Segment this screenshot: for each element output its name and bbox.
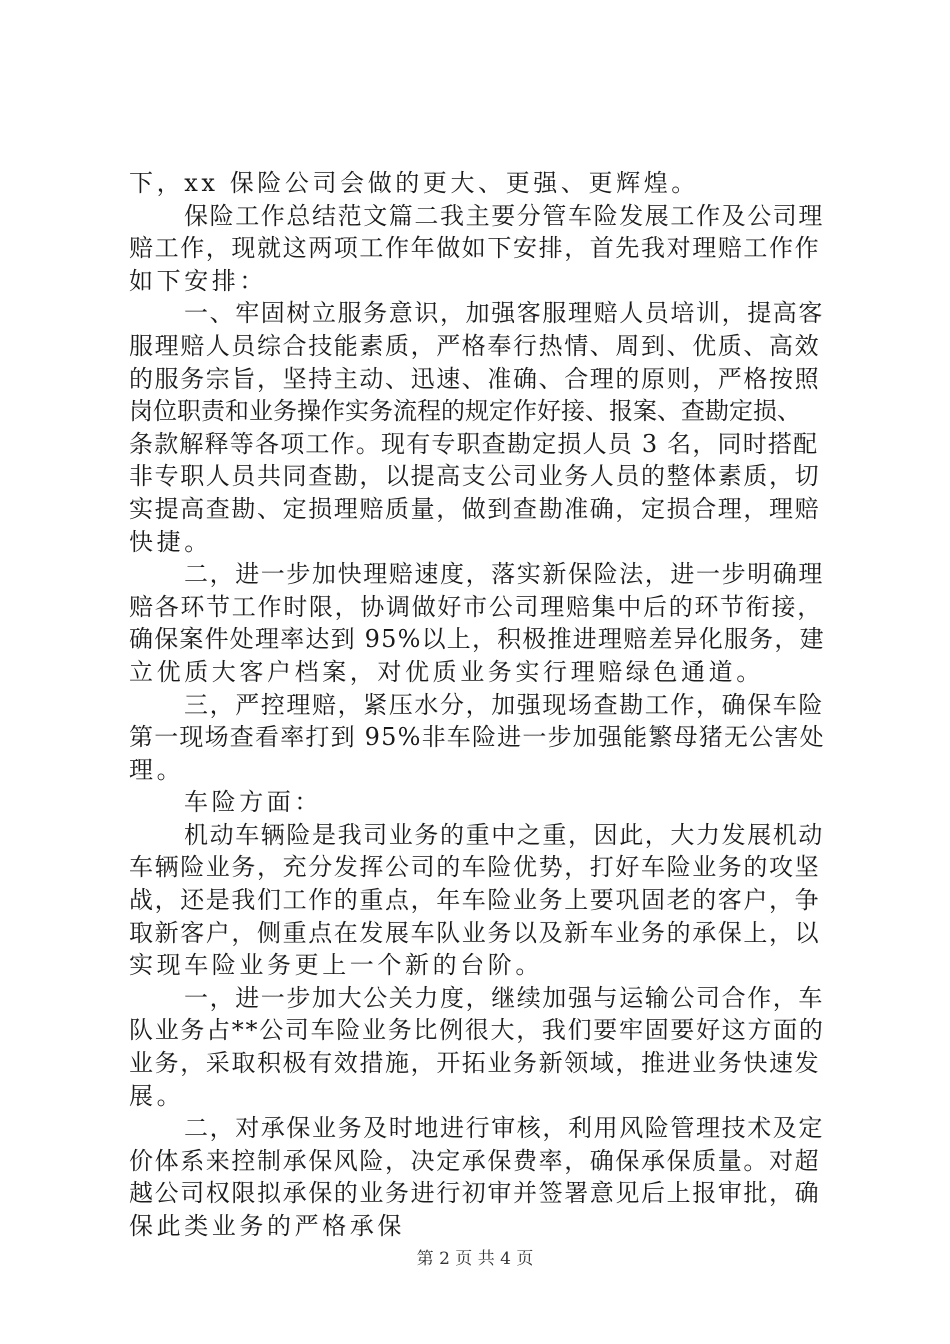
text-line: 越公司权限拟承保的业务进行初审并签署意见后上报审批，确 xyxy=(129,1179,821,1208)
text-line: 的服务宗旨，坚持主动、迅速、准确、合理的原则，严格按照 xyxy=(129,364,821,393)
text-line: 二，进一步加快理赔速度，落实新保险法，进一步明确理 xyxy=(184,560,824,589)
text-line: 机动车辆险是我司业务的重中之重，因此，大力发展机动 xyxy=(184,820,824,849)
text-line: 保险工作总结范文篇二我主要分管车险发展工作及公司理 xyxy=(184,201,824,230)
text-line: 价体系来控制承保风险，决定承保费率，确保承保质量。对超 xyxy=(129,1146,821,1175)
text-line: 理。 xyxy=(129,755,185,784)
text-line: 取新客户，侧重点在发展车队业务以及新车业务的承保上，以 xyxy=(129,918,821,947)
text-line: 实提高查勘、定损理赔质量，做到查勘准确，定损合理，理赔 xyxy=(129,494,821,523)
text-line: 立优质大客户档案，对优质业务实行理赔绿色通道。 xyxy=(129,657,764,686)
text-line: 展。 xyxy=(129,1081,185,1110)
text-line: 下，xx 保险公司会做的更大、更强、更辉煌。 xyxy=(129,169,699,197)
text-line: 一、牢固树立服务意识，加强客服理赔人员培训，提高客 xyxy=(184,299,824,328)
text-line: 如下安排： xyxy=(129,266,267,295)
text-line: 战，还是我们工作的重点，年车险业务上要巩固老的客户，争 xyxy=(129,886,821,915)
text-line: 队业务占**公司车险业务比例很大，我们要牢固要好这方面的 xyxy=(129,1016,825,1045)
text-line: 实现车险业务更上一个新的台阶。 xyxy=(129,951,543,980)
text-line: 保此类业务的严格承保 xyxy=(129,1212,405,1240)
page-number-footer: 第 2 页 共 4 页 xyxy=(416,1249,534,1269)
text-line: 条款解释等各项工作。现有专职查勘定损人员 3 名，同时搭配 xyxy=(129,429,819,458)
text-line: 业务，采取积极有效措施，开拓业务新领域，推进业务快速发 xyxy=(129,1049,821,1078)
text-line: 第一现场查看率打到 95%非车险进一步加强能繁母猪无公害处 xyxy=(129,723,825,752)
text-line: 非专职人员共同查勘，以提高支公司业务人员的整体素质，切 xyxy=(129,462,821,491)
text-line: 赔各环节工作时限，协调做好市公司理赔集中后的环节衔接， xyxy=(129,592,823,621)
text-line: 二，对承保业务及时地进行审核，利用风险管理技术及定 xyxy=(184,1114,824,1143)
text-line: 一，进一步加大公关力度，继续加强与运输公司合作，车 xyxy=(184,983,824,1012)
text-line: 三，严控理赔，紧压水分，加强现场查勘工作，确保车险 xyxy=(184,690,824,719)
text-line: 车辆险业务，充分发挥公司的车险优势，打好车险业务的攻坚 xyxy=(129,853,821,882)
text-line: 岗位职责和业务操作实务流程的规定作好接、报案、查勘定损、 xyxy=(129,397,801,426)
text-line: 确保案件处理率达到 95%以上，积极推进理赔差异化服务，建 xyxy=(129,625,825,654)
text-line: 赔工作，现就这两项工作年做如下安排，首先我对理赔工作作 xyxy=(129,234,821,263)
document-body xyxy=(129,167,829,1243)
text-line: 车险方面： xyxy=(184,788,322,817)
text-line: 服理赔人员综合技能素质，严格奉行热情、周到、优质、高效 xyxy=(129,331,821,360)
text-line: 快捷。 xyxy=(129,527,212,556)
